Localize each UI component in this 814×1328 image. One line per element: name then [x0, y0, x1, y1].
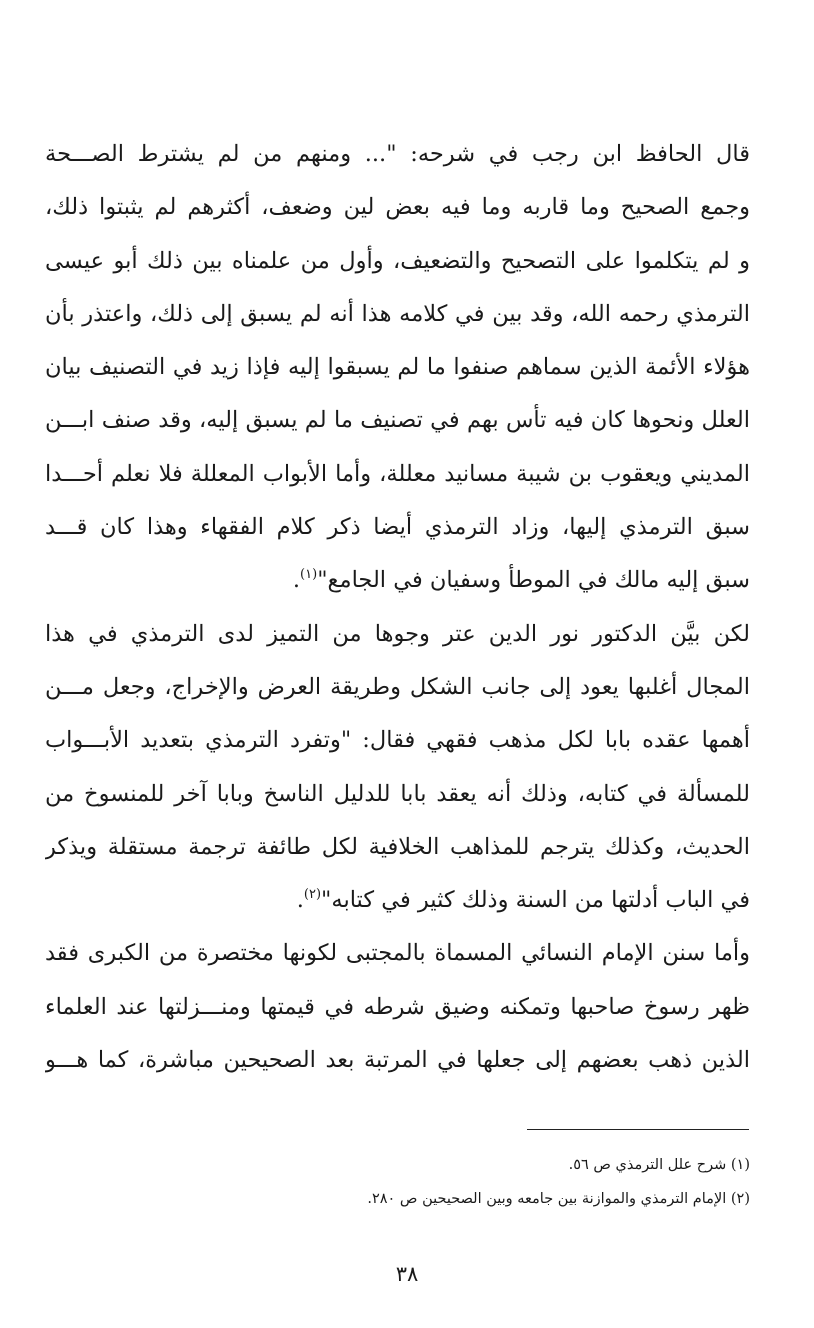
text-line: سبق إليه مالك في الموطأ وسفيان في الجامع"	[317, 567, 750, 594]
text-line-end	[45, 554, 750, 607]
text-line: الحديث، وكذلك يترجم للمذاهب الخلافية لكل طائفة ترجمة مستقلة ويذكر	[45, 833, 750, 860]
page-number: ٣٨	[395, 1262, 419, 1286]
text-line: العلل ونحوها كان فيه تأس بهم في تصنيف ما لم يسبق إليه، وقد صنف ابـــن	[45, 407, 750, 434]
footnote-ref-1: (١)	[300, 567, 318, 583]
footnotes	[45, 1148, 750, 1216]
text-line: ظهر رسوخ صاحبها وتمكنه وضيق شرطه في قيمتها ومنـــزلتها عند العلماء	[45, 993, 750, 1020]
sentence-end: .	[296, 887, 304, 914]
footnote-1: (١) شرح علل الترمذي ص ٥٦.	[568, 1157, 750, 1173]
text-line: الذين ذهب بعضهم إلى جعلها في المرتبة بعد الصحيحين مباشرة، كما هـــو	[45, 1047, 750, 1074]
text-line: أهمها عقده بابا لكل مذهب فقهي فقال: "وتفرد الترمذي بتعديد الأبـــواب	[45, 727, 750, 754]
text-line: وجمع الصحيح وما قاربه وما فيه بعض لين وضعف، أكثرهم لم يثبتوا ذلك،	[45, 194, 750, 221]
text-line: المديني ويعقوب بن شيبة مسانيد معللة، وأما الأبواب المعللة فلا نعلم أحـــدا	[45, 460, 750, 487]
text-line: للمسألة في كتابه، وذلك أنه يعقد بابا للدليل الناسخ وبابا آخر للمنسوخ من	[45, 780, 750, 807]
text-line: في الباب أدلتها من السنة وذلك كثير في كتابه"	[321, 887, 750, 914]
text-line: قال الحافظ ابن رجب في شرحه: "... ومنهم من لم يشترط الصـــحة	[45, 141, 750, 167]
main-text	[45, 128, 750, 1087]
footnote-separator	[527, 1129, 749, 1130]
footnote-ref-2: (٢)	[303, 887, 322, 903]
text-line: و لم يتكلموا على التصحيح والتضعيف، وأول من علمناه بين ذلك أبو عيسى	[45, 247, 750, 274]
text-line: سبق الترمذي إليها، وزاد الترمذي أيضا ذكر كلام الفقهاء وهذا كان قـــد	[45, 514, 750, 541]
text-line: الترمذي رحمه الله، وقد بين في كلامه هذا أنه لم يسبق إلى ذلك، واعتذر بأن	[45, 300, 750, 327]
text-line: لكن بيَّن الدكتور نور الدين عتر وجوها من التميز لدى الترمذي في هذا	[45, 620, 750, 647]
footnote-2: (٢) الإمام الترمذي والموازنة بين جامعه وبين الصحيحين ص ٢٨٠.	[367, 1191, 750, 1207]
sentence-end: .	[292, 567, 301, 594]
text-line: هؤلاء الأئمة الذين سماهم صنفوا ما لم يسبقوا إليه فإذا زيد في التصنيف بيان	[45, 354, 750, 381]
text-line-end	[45, 874, 750, 927]
text-line: المجال أغلبها يعود إلى جانب الشكل وطريقة العرض والإخراج، وجعل مـــن	[45, 673, 750, 700]
text-line: وأما سنن الإمام النسائي المسماة بالمجتبى لكونها مختصرة من الكبرى فقد	[45, 940, 750, 967]
